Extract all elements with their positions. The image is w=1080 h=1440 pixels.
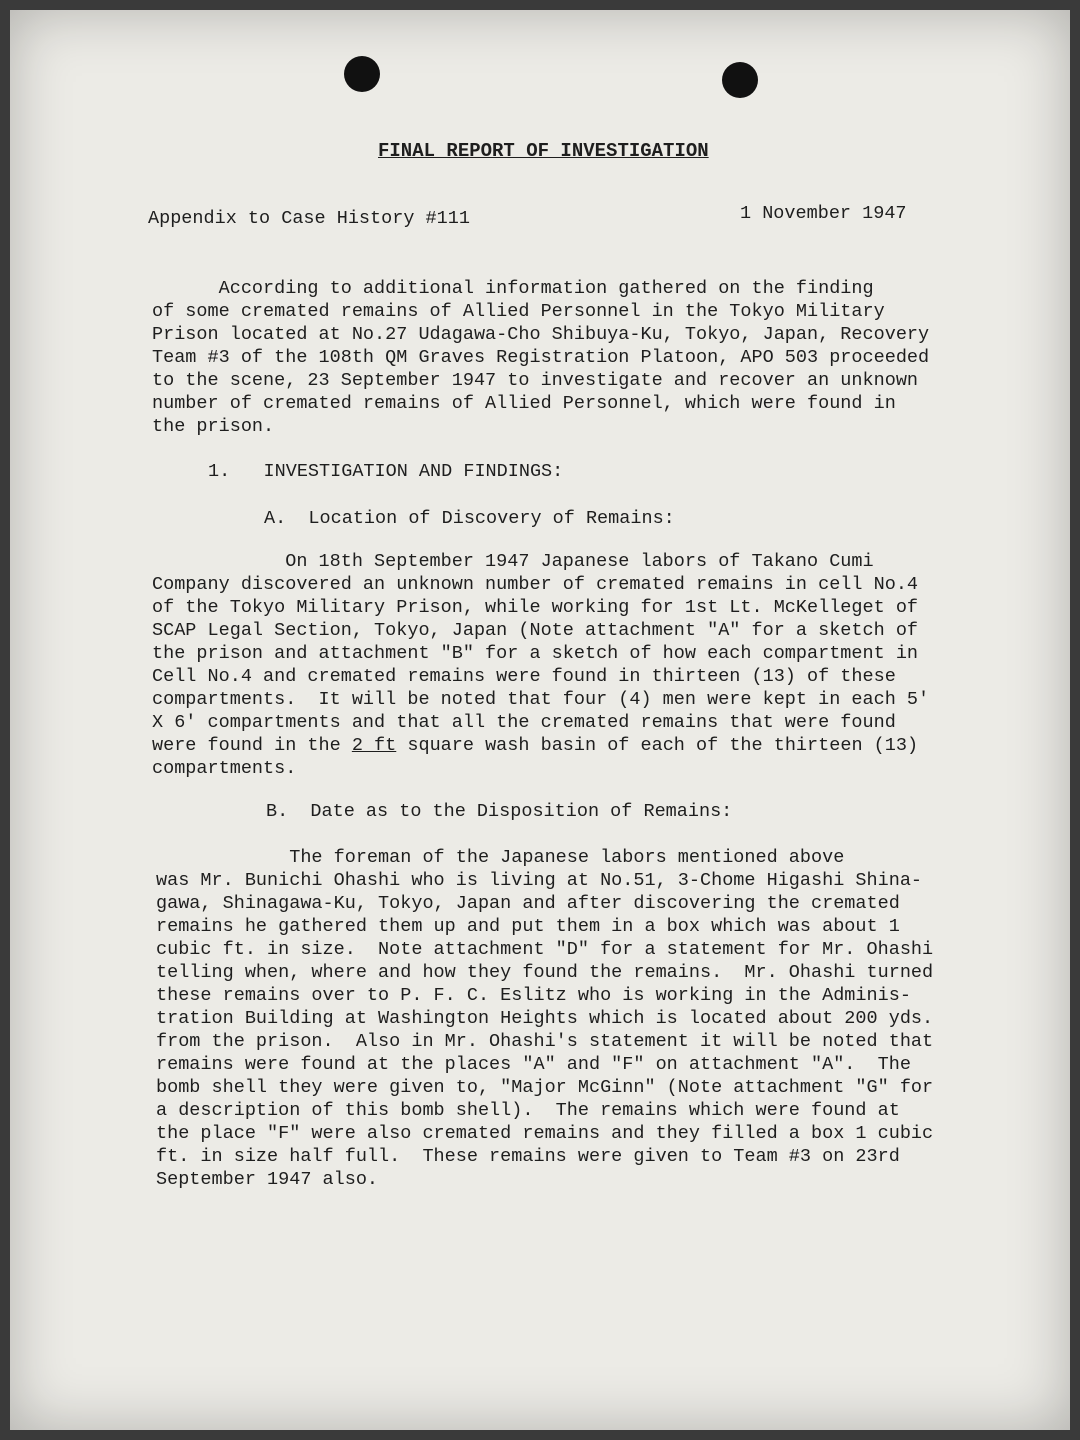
paragraph-b-line: a description of this bomb shell). The remains which were found at xyxy=(156,1100,900,1121)
paragraph-b-line: The foreman of the Japanese labors mentioned above xyxy=(156,847,845,868)
paragraph-b-line: the place "F" were also cremated remains and they filled a box 1 cubic xyxy=(156,1123,934,1144)
paragraph-b-line: ft. in size half full. These remains were given to Team #3 on 23rd xyxy=(156,1146,900,1167)
paragraph-a-line: On 18th September 1947 Japanese labors of Takano Cumi xyxy=(152,551,874,572)
paragraph-b-line: from the prison. Also in Mr. Ohashi's statement it will be noted that xyxy=(156,1031,934,1052)
paragraph-a xyxy=(152,550,952,780)
report-date: 1 November 1947 xyxy=(740,203,907,224)
paragraph-a-line: Cell No.4 and cremated remains were found in thirteen (13) of these xyxy=(152,666,896,687)
paragraph-a-line: compartments. It will be noted that four (4) men were kept in each 5' xyxy=(152,689,930,710)
paragraph-a-text: square wash basin of each of the thirteen (13) xyxy=(396,735,919,756)
section-1-heading: 1. INVESTIGATION AND FINDINGS: xyxy=(208,461,564,482)
paragraph-b-line: tration Building at Washington Heights which is located about 200 yds. xyxy=(156,1008,934,1029)
intro-line: of some cremated remains of Allied Personnel in the Tokyo Military xyxy=(152,301,885,322)
paragraph-b-line: cubic ft. in size. Note attachment "D" for a statement for Mr. Ohashi xyxy=(156,939,934,960)
paragraph-a-line: of the Tokyo Military Prison, while working for 1st Lt. McKelleget of xyxy=(152,597,919,618)
intro-paragraph xyxy=(152,277,952,438)
intro-line: Team #3 of the 108th QM Graves Registration Platoon, APO 503 proceeded xyxy=(152,347,930,368)
intro-line: Prison located at No.27 Udagawa-Cho Shibuya-Ku, Tokyo, Japan, Recovery xyxy=(152,324,930,345)
paragraph-b-line: was Mr. Bunichi Ohashi who is living at No.51, 3-Chome Higashi Shina- xyxy=(156,870,923,891)
paragraph-a-line: the prison and attachment "B" for a sketch of how each compartment in xyxy=(152,643,919,664)
punch-hole-left xyxy=(344,56,380,92)
underlined-measure: 2 ft xyxy=(351,735,397,756)
intro-line: the prison. xyxy=(152,416,275,437)
section-b-heading: B. Date as to the Disposition of Remains: xyxy=(266,801,733,822)
intro-line: According to additional information gathered on the finding xyxy=(152,278,874,299)
intro-line: to the scene, 23 September 1947 to investigate and recover an unknown xyxy=(152,370,919,391)
paragraph-a-line xyxy=(152,734,952,757)
intro-line: number of cremated remains of Allied Personnel, which were found in xyxy=(152,393,896,414)
paragraph-b-line: gawa, Shinagawa-Ku, Tokyo, Japan and after discovering the cremated xyxy=(156,893,900,914)
report-title: FINAL REPORT OF INVESTIGATION xyxy=(378,140,709,162)
paragraph-b xyxy=(156,846,956,1191)
paragraph-b-line: remains he gathered them up and put them in a box which was about 1 xyxy=(156,916,900,937)
document-page xyxy=(10,10,1070,1430)
appendix-line: Appendix to Case History #111 xyxy=(148,208,470,229)
paragraph-b-line: telling when, where and how they found the remains. Mr. Ohashi turned xyxy=(156,962,934,983)
paragraph-a-line: Company discovered an unknown number of cremated remains in cell No.4 xyxy=(152,574,919,595)
paragraph-b-line: remains were found at the places "A" and "F" on attachment "A". The xyxy=(156,1054,911,1075)
paragraph-b-line: bomb shell they were given to, "Major McGinn" (Note attachment "G" for xyxy=(156,1077,934,1098)
punch-hole-right xyxy=(722,62,758,98)
section-a-heading: A. Location of Discovery of Remains: xyxy=(264,508,675,529)
paragraph-b-line: these remains over to P. F. C. Eslitz who is working in the Adminis- xyxy=(156,985,911,1006)
paragraph-a-line: X 6' compartments and that all the cremated remains that were found xyxy=(152,712,896,733)
paragraph-b-line: September 1947 also. xyxy=(156,1169,379,1190)
paragraph-a-line: compartments. xyxy=(152,758,297,779)
paragraph-a-line: SCAP Legal Section, Tokyo, Japan (Note attachment "A" for a sketch of xyxy=(152,620,919,641)
paragraph-a-text: were found in the xyxy=(152,735,352,756)
